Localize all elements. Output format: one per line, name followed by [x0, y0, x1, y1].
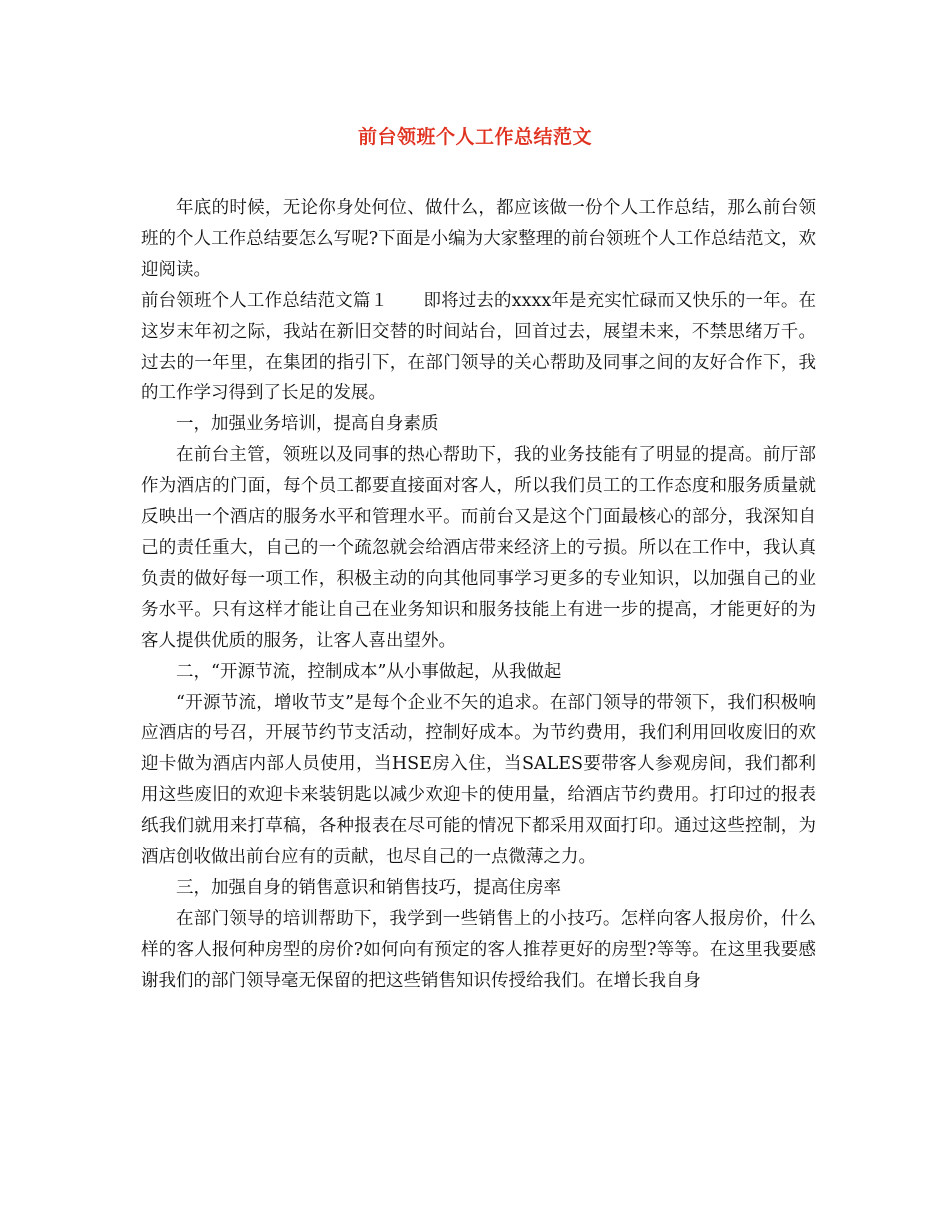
heading-paragraph-1: 一，加强业务培训，提高自身素质: [176, 414, 439, 435]
heading-paragraph-3: 三，加强自身的销售意识和销售技巧，提高住房率: [176, 877, 561, 898]
body-paragraph-3: 在部门领导的培训帮助下，我学到一些销售上的小技巧。怎样向客人报房价，什么样的客人报何种房型的房价?如何向有预定的客人推荐更好的房型?等等。在这里我要感谢我们的部门领导毫无保留的把这些销售知识传授给我们。在增长我自身: [141, 908, 816, 991]
body-paragraph-1: 在前台主管，领班以及同事的热心帮助下，我的业务技能有了明显的提高。前厅部作为酒店的门面，每个员工都要直接面对客人，所以我们员工的工作态度和服务质量就反映出一个酒店的服务水平和管理水平。而前台又是这个门面最核心的部分，我深知自己的责任重大，自己的一个疏忽就会给酒店带来经济上的亏损。所以在工作中，我认真负责的做好每一项工作，积极主动的向其他同事学习更多的专业知识，以加强自己的业务水平。只有这样才能让自己在业务知识和服务技能上有进一步的提高，才能更好的为客人提供优质的服务，让客人喜出望外。: [141, 445, 816, 651]
document-title: 前台领班个人工作总结范文: [357, 126, 592, 148]
body-paragraph-2: “开源节流，增收节支”是每个企业不矢的追求。在部门领导的带领下，我们积极响应酒店的号召，开展节约节支活动，控制好成本。为节约费用，我们利用回收废旧的欢迎卡做为酒店内部人员使用，当HSE房入住，当SALES要带客人参观房间，我们都利用这些废旧的欢迎卡来装钥匙以减少欢迎卡的使用量，给酒店节约费用。打印过的报表纸我们就用来打草稿，各种报表在尽可能的情况下都采用双面打印。通过这些控制，为酒店创收做出前台应有的贡献，也尽自己的一点微薄之力。: [141, 692, 816, 868]
section-paragraph-1: 前台领班个人工作总结范文篇１ 即将过去的xxxx年是充实忙碌而又快乐的一年。在这岁末年初之际，我站在新旧交替的时间站台，回首过去，展望未来，不禁思绪万千。过去的一年里，在集团的指引下，在部门领导的关心帮助及同事之间的友好合作下，我的工作学习得到了长足的发展。: [141, 290, 816, 404]
document-body: [141, 193, 816, 997]
heading-paragraph-2: 二，“开源节流，控制成本”从小事做起，从我做起: [176, 661, 562, 682]
intro-paragraph: 年底的时候，无论你身处何位、做什么，都应该做一份个人工作总结，那么前台领班的个人工作总结要怎么写呢?下面是小编为大家整理的前台领班个人工作总结范文，欢迎阅读。: [141, 198, 816, 280]
